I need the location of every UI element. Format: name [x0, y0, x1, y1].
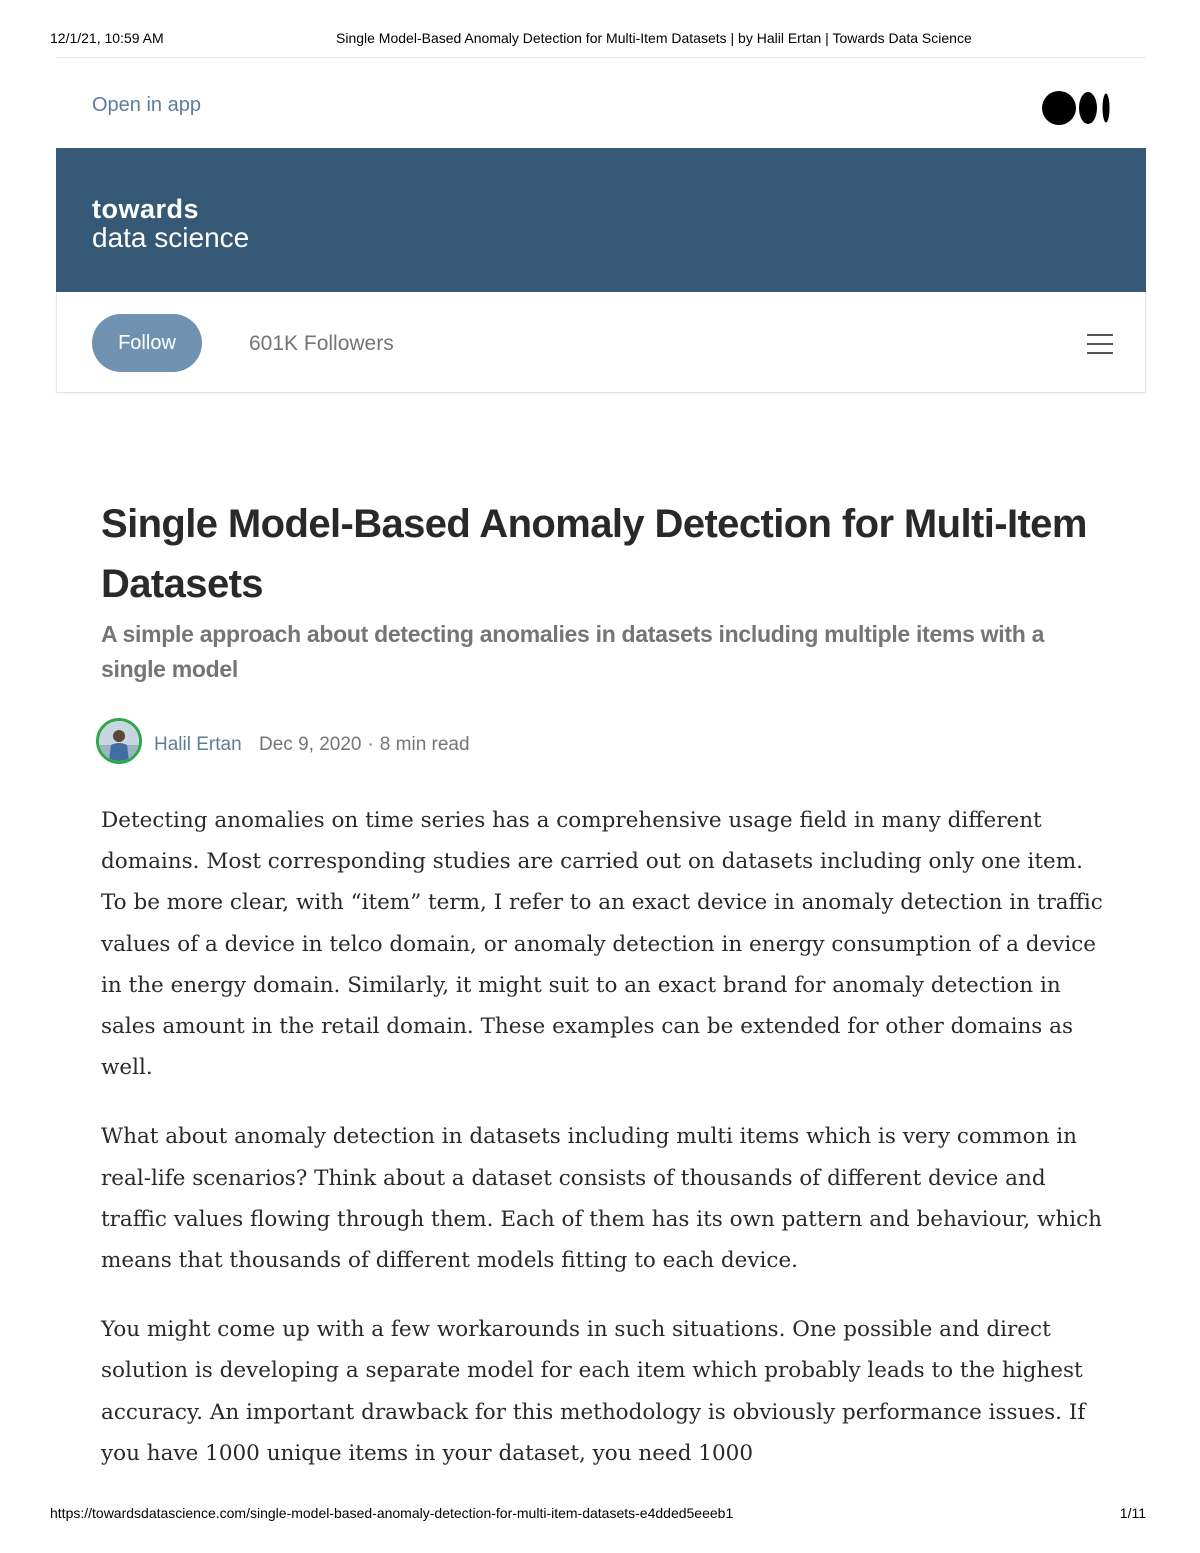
print-document-title: Single Model-Based Anomaly Detection for Multi-Item Datasets | by Halil Ertan | Towards Data Science: [336, 30, 972, 46]
followers-count: 601K Followers: [249, 332, 394, 355]
read-time: 8 min read: [379, 734, 470, 755]
author-name-link[interactable]: Halil Ertan: [154, 734, 242, 755]
print-footer: [50, 1505, 1150, 1525]
print-page-url: https://towardsdatascience.com/single-model-based-anomaly-detection-for-multi-item-datasets-e4dded5eeeb1: [50, 1505, 734, 1521]
logo-line-1: towards: [92, 194, 200, 224]
logo-line-2: data science: [92, 222, 250, 253]
article-title: Single Model-Based Anomaly Detection for Multi-Item Datasets: [101, 502, 1087, 606]
medium-logo-icon[interactable]: [1042, 88, 1112, 128]
article-meta: [259, 734, 470, 756]
paragraph-2: What about anomaly detection in datasets including multi items which is very common in real-life scenarios? Think about a dataset consists of thousands of different device and traffic values flowing through them. Each of them has its own pattern and behaviour, which means that thousands of different models fitting to each device.: [101, 1124, 1103, 1274]
publish-date: Dec 9, 2020: [259, 734, 362, 755]
article-byline: [96, 718, 696, 770]
author-avatar[interactable]: [96, 718, 142, 764]
paragraph-3: You might come up with a few workarounds in such situations. One possible and direct solution is developing a separate model for each item which probably leads to the highest accuracy. An important drawback for this methodology is obviously performance issues. If you have 1000 unique items in your dataset, you need 1000: [101, 1317, 1086, 1466]
follow-bar: [56, 292, 1146, 393]
print-header: [50, 30, 1150, 50]
publication-banner: [56, 148, 1146, 292]
open-in-app-link[interactable]: Open in app: [92, 94, 201, 116]
print-page-number: 1/11: [1119, 1505, 1146, 1521]
article-subtitle: A simple approach about detecting anomalies in datasets including multiple items with a single model: [101, 621, 1045, 682]
hamburger-menu-icon[interactable]: [1087, 334, 1113, 354]
towards-data-science-logo[interactable]: [92, 196, 249, 252]
paragraph-1: Detecting anomalies on time series has a comprehensive usage field in many different domains. Most corresponding studies are carried out on datasets including only one item. To be more clear, with “item” term, I refer to an exact device in anomaly detection in traffic values of a device in telco domain, or anomaly detection in energy consumption of a device in the energy domain. Similarly, it might suit to an exact brand for anomaly detection in sales amount in the retail domain. These examples can be extended for other domains as well.: [101, 808, 1103, 1081]
top-navigation-bar: [56, 57, 1146, 148]
print-datetime: 12/1/21, 10:59 AM: [50, 30, 164, 46]
follow-button[interactable]: Follow: [92, 314, 202, 372]
meta-separator: ·: [367, 734, 374, 755]
article-body: [101, 800, 1111, 1502]
